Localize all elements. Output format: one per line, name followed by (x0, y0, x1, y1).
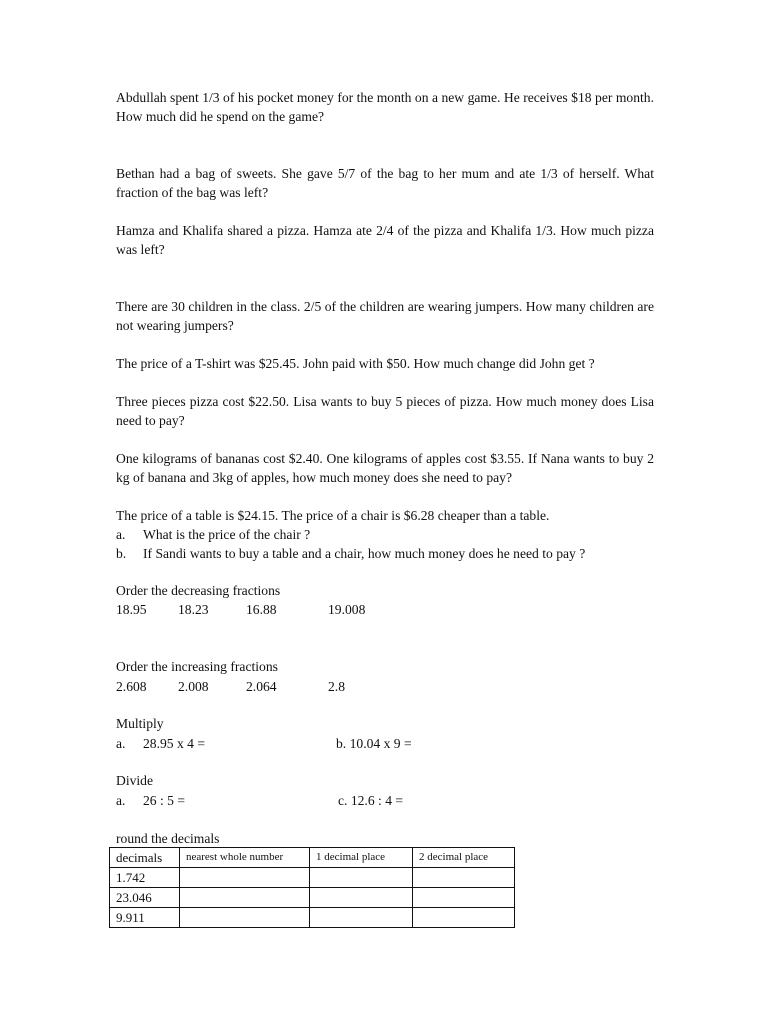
decimal-value: 16.88 (246, 602, 277, 617)
answer-cell[interactable] (180, 908, 310, 928)
problem-tshirt-change: The price of a T-shirt was $25.45. John paid with $50. How much change did John get ? (116, 356, 595, 371)
problem-table-chair: The price of a table is $24.15. The price of a chair is $6.28 cheaper than a table. (116, 508, 550, 523)
answer-cell[interactable] (413, 908, 515, 928)
decimal-value: 2.008 (178, 679, 209, 694)
decimal-cell: 1.742 (110, 868, 180, 888)
decreasing-title: Order the decreasing fractions (116, 583, 281, 598)
column-header: 2 decimal place (413, 848, 515, 868)
column-header: decimals (110, 848, 180, 868)
rounding-table (109, 847, 515, 928)
list-marker: a. (116, 793, 126, 808)
decimal-value: 18.23 (178, 602, 209, 617)
table-row (110, 888, 515, 908)
list-item: What is the price of the chair ? (143, 527, 311, 542)
answer-cell[interactable] (413, 868, 515, 888)
table-row (110, 908, 515, 928)
decimal-value: 18.95 (116, 602, 147, 617)
column-header: nearest whole number (180, 848, 310, 868)
decimal-value: 19.008 (328, 602, 366, 617)
decimal-cell: 23.046 (110, 888, 180, 908)
answer-cell[interactable] (413, 888, 515, 908)
problem-pizza-cost: Three pieces pizza cost $22.50. Lisa wants to buy 5 pieces of pizza. How much money does Lisa need to pay? (116, 394, 654, 428)
rounding-title: round the decimals (116, 831, 220, 846)
multiply-expression-b: b. 10.04 x 9 = (336, 736, 412, 751)
list-marker: a. (116, 736, 126, 751)
column-header: 1 decimal place (310, 848, 413, 868)
divide-expression-a: 26 : 5 = (143, 793, 186, 808)
divide-title: Divide (116, 773, 153, 788)
problem-sweets: Bethan had a bag of sweets. She gave 5/7 of the bag to her mum and ate 1/3 of herself. What fraction of the bag was left? (116, 166, 654, 200)
decimal-value: 2.064 (246, 679, 277, 694)
divide-expression-c: c. 12.6 : 4 = (338, 793, 404, 808)
answer-cell[interactable] (310, 888, 413, 908)
problem-jumpers: There are 30 children in the class. 2/5 of the children are wearing jumpers. How many children are not wearing jumpers? (116, 299, 654, 333)
multiply-expression-a: 28.95 x 4 = (143, 736, 206, 751)
decimal-value: 2.608 (116, 679, 147, 694)
list-item: If Sandi wants to buy a table and a chair, how much money does he need to pay ? (143, 546, 586, 561)
table-row (110, 868, 515, 888)
answer-cell[interactable] (310, 868, 413, 888)
answer-cell[interactable] (310, 908, 413, 928)
decimal-cell: 9.911 (110, 908, 180, 928)
problem-pizza-share: Hamza and Khalifa shared a pizza. Hamza ate 2/4 of the pizza and Khalifa 1/3. How much pizza was left? (116, 223, 654, 257)
decimal-value: 2.8 (328, 679, 345, 694)
problem-pocket-money: Abdullah spent 1/3 of his pocket money for the month on a new game. He receives $18 per month. How much did he spend on the game? (116, 90, 654, 124)
list-marker: b. (116, 546, 127, 561)
multiply-title: Multiply (116, 716, 164, 731)
table-header-row (110, 848, 515, 868)
list-marker: a. (116, 527, 126, 542)
answer-cell[interactable] (180, 868, 310, 888)
problem-fruit-cost: One kilograms of bananas cost $2.40. One kilograms of apples cost $3.55. If Nana wants to buy 2 kg of banana and 3kg of apples, how much money does she need to pay? (116, 451, 654, 485)
increasing-title: Order the increasing fractions (116, 659, 278, 674)
answer-cell[interactable] (180, 888, 310, 908)
